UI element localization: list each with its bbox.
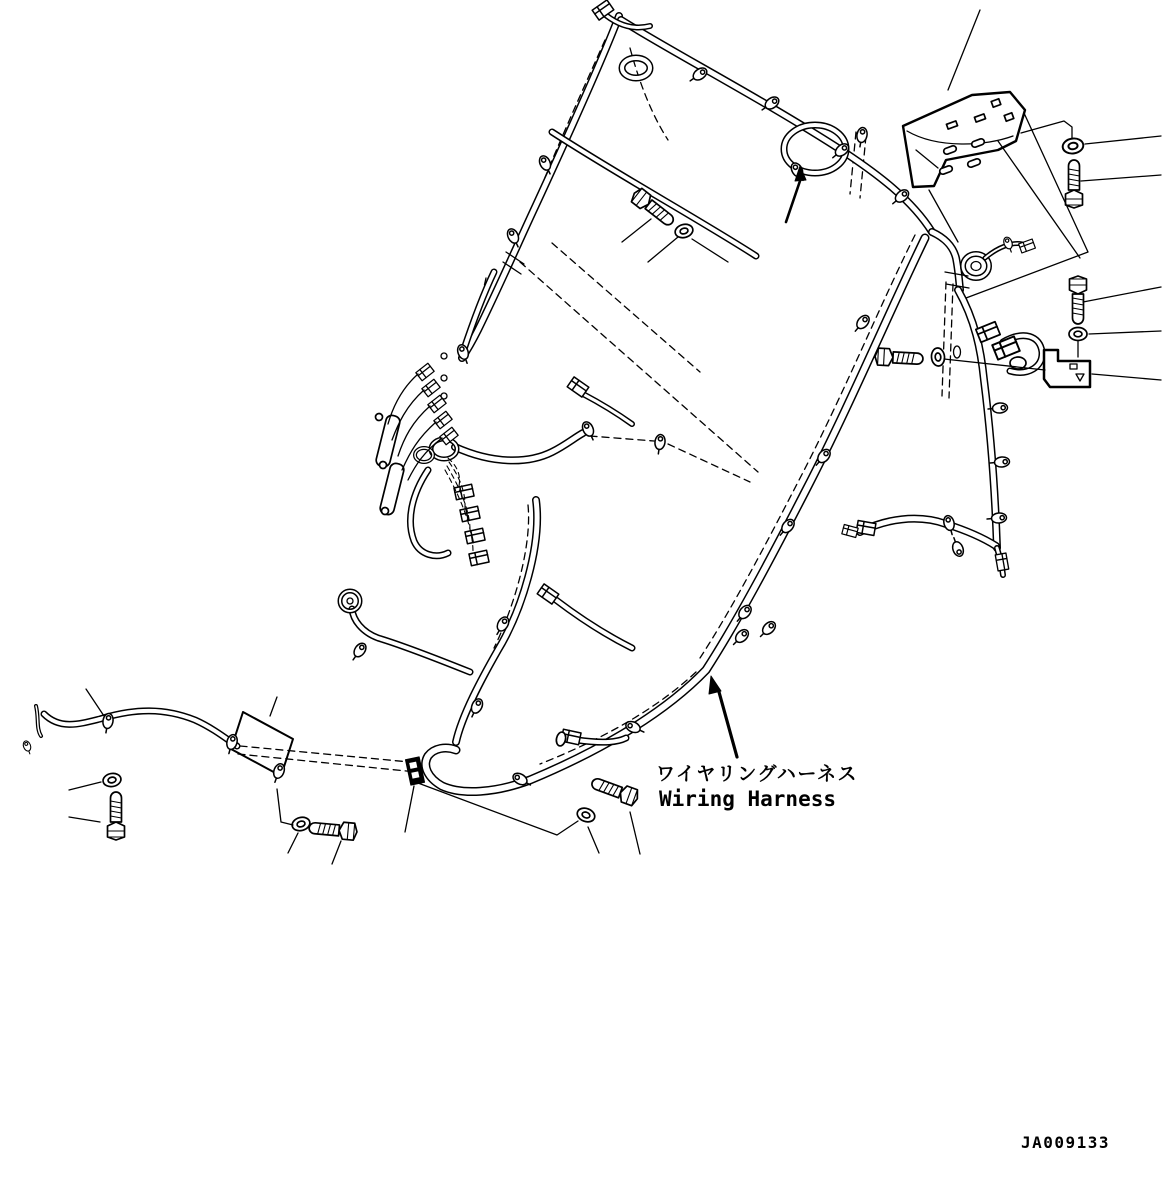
washer-icon xyxy=(575,806,596,824)
clamp-icon xyxy=(580,420,597,442)
clamp-icon xyxy=(653,434,666,455)
leader-line xyxy=(648,237,678,262)
leader-line xyxy=(1083,287,1161,302)
leader-line xyxy=(630,812,640,854)
connector-icon xyxy=(469,550,489,565)
bolt-icon xyxy=(108,792,125,840)
clamp-icon xyxy=(942,514,957,535)
leader-line xyxy=(588,827,599,853)
leader-line xyxy=(405,786,414,832)
connector-icon xyxy=(856,521,876,536)
leader-line xyxy=(277,789,293,825)
clamp-icon xyxy=(757,619,778,640)
washer-icon xyxy=(931,347,946,366)
leader-line xyxy=(69,817,100,822)
bolt-icon xyxy=(1070,276,1087,324)
leader-line xyxy=(270,697,277,716)
leader-line xyxy=(1089,331,1161,334)
connector-icon xyxy=(460,506,480,521)
drawing-code: JA009133 xyxy=(1021,1133,1111,1152)
connector-icon xyxy=(976,322,1000,343)
leader-line xyxy=(948,10,980,90)
leader-line xyxy=(1085,136,1161,144)
clamp-icon xyxy=(987,512,1007,524)
fasteners xyxy=(102,137,1087,840)
leader-line xyxy=(69,782,101,790)
bolt-icon xyxy=(589,774,640,806)
washer-icon xyxy=(102,772,122,788)
washer-icon xyxy=(1069,328,1087,341)
bolt-icon xyxy=(308,819,357,840)
connector-icon xyxy=(995,553,1008,571)
leader-line xyxy=(1092,374,1161,380)
leader-line xyxy=(288,833,298,853)
mounting-bracket xyxy=(903,92,1025,187)
leader-line xyxy=(622,219,651,242)
connector-icon xyxy=(422,379,440,396)
clamp-icon xyxy=(851,313,871,334)
leader-line xyxy=(86,689,104,716)
bolt-icon xyxy=(1066,160,1083,208)
connector-icon xyxy=(465,528,485,543)
clamp-icon xyxy=(949,536,965,558)
harness-label-japanese: ワイヤリングハーネス xyxy=(656,763,858,785)
clamp-icon xyxy=(687,66,709,85)
clamp-icon xyxy=(349,641,368,663)
washer-icon xyxy=(1062,137,1085,155)
leader-line xyxy=(692,239,728,262)
harness-clamps xyxy=(22,66,1015,790)
clamp-icon xyxy=(270,762,286,784)
bolt-icon xyxy=(875,348,924,367)
harness-tubes xyxy=(36,12,1042,792)
clamp-icon xyxy=(22,740,33,755)
leader-line xyxy=(1081,175,1161,181)
washer-icon xyxy=(291,815,312,832)
connector-icon xyxy=(428,395,446,412)
harness-label-english: Wiring Harness xyxy=(659,787,837,811)
harness-callout-arrow xyxy=(709,676,737,757)
connector-icon xyxy=(416,363,434,380)
connector-icon xyxy=(1019,239,1036,253)
washer-icon xyxy=(674,222,695,239)
connector-assembly xyxy=(954,322,1027,369)
connector-icon xyxy=(434,411,452,428)
clamp-icon xyxy=(855,127,868,148)
leader-line xyxy=(332,841,341,864)
connector-icon xyxy=(992,336,1020,359)
leader-line xyxy=(944,359,1045,370)
sub-bracket xyxy=(1044,350,1090,387)
connector-icon xyxy=(842,525,858,538)
